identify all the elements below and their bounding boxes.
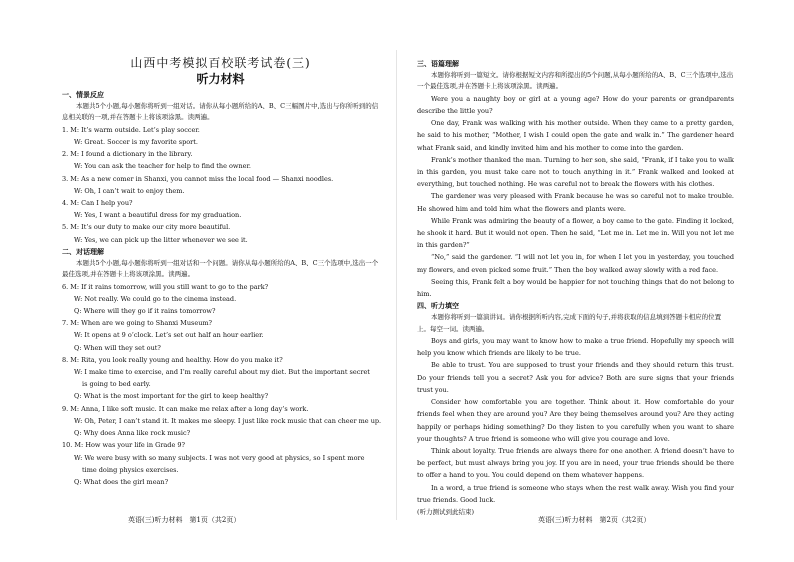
section-heading-2: 二、对话理解: [62, 246, 104, 256]
end-note: (听力测试到此结束): [417, 507, 475, 516]
dialogue-line: Q: What does the girl mean?: [74, 477, 169, 486]
dialogue-line: 4. M: Can I help you?: [62, 199, 133, 208]
dialogue-line: 8. M: Rita, you look really young and healthy. How do you make it?: [62, 355, 283, 364]
dialogue-line: 3. M: As a new comer in Shanxi, you cannot miss the local food — Shanxi noodles.: [62, 174, 334, 183]
dialogue-line: Q: What is the most important for the girl to keep healthy?: [74, 392, 269, 401]
footer-right: 英语(三)听力材料 第2页（共2页）: [538, 516, 651, 524]
dialogue-line: W: It opens at 9 o’clock. Let’s set out half an hour earlier.: [74, 331, 264, 340]
dialogue-line: time doing physics exercises.: [82, 465, 179, 474]
dialogue-line: Q: When will they set out?: [74, 343, 161, 352]
dialogue-line: W: Great. Soccer is my favorite sport.: [74, 138, 198, 147]
dialogue-line: 10. M: How was your life in Grade 9?: [62, 441, 185, 450]
dialogue-line: W: Oh, Peter, I can’t stand it. It makes me sleepy. I just like rock music that can cheer me up.: [74, 416, 382, 425]
passage-paragraph: Seeing this, Frank felt a boy would be happier for not touching things that do not belong to him.: [417, 277, 734, 299]
section-instructions-3: 本题你将听到一篇短文。请你根据短文内容和所提出的5个问题,从每小题所给的A、B、C三个选项中,选出一个最佳选项,并在答题卡上将该项涂黑。读两遍。: [417, 71, 734, 91]
dialogue-line: W: Not really. We could go to the cinema instead.: [74, 294, 237, 303]
passage-paragraph: Were you a naughty boy or girl at a young age? How do your parents or grandparents describe the little you?: [417, 94, 734, 116]
page-subtitle: 听力材料: [196, 72, 245, 86]
dialogue-line: W: I make time to exercise, and I’m really careful about my diet. But the important secret: [74, 368, 370, 377]
speech-paragraph: Be able to trust. You are supposed to trust your friends and they should return this trust. Do your friends tell you a secret? Ask you for advice? Both are sure signs that your friends trust you.: [417, 361, 734, 394]
dialogue-line: W: Yes, I want a beautiful dress for my graduation.: [74, 211, 242, 220]
dialogue-line: Q: Where will they go if it rains tomorrow?: [74, 307, 216, 316]
dialogue-line: 7. M: When are we going to Shanxi Museum?: [62, 319, 213, 328]
dialogue-line: 9. M: Anna, I like soft music. It can make me relax after a long day’s work.: [62, 404, 309, 413]
dialogue-line: 5. M: It’s our duty to make our city more beautiful.: [62, 223, 231, 232]
speech-paragraph: In a word, a true friend is someone who stays when the rest walk away. Wish you find your true friends. Good luck.: [417, 483, 734, 504]
dialogue-line: W: You can ask the teacher for help to find the owner.: [74, 162, 251, 171]
dialogue-line: 6. M: If it rains tomorrow, will you still want to go to the park?: [62, 282, 269, 291]
speech-paragraph: Boys and girls, you may want to know how to make a true friend. Hopefully my speech will help you know which friends are likely to be true.: [417, 337, 734, 358]
dialogue-line: W: We were busy with so many subjects. I was not very good at physics, so I spent more: [74, 453, 365, 462]
section-heading-3: 三、语篇理解: [417, 59, 459, 68]
dialogue-line: is going to bed early.: [82, 380, 151, 389]
footer-left: 英语(三)听力材料 第1页（共2页）: [128, 516, 241, 524]
section-heading-4: 四、听力填空: [417, 301, 459, 311]
dialogue-line: Q: Why does Anna like rock music?: [74, 429, 191, 438]
dialogue-line: 2. M: I found a dictionary in the library.: [62, 150, 193, 159]
dialogue-line: W: Yes, we can pick up the litter whenever we see it.: [74, 235, 248, 244]
section-instructions-2: 本题共5个小题,每小题你将听到一组对话和一个问题。请你从每小题所给的A、B、C三个选项中,选出一个最佳选项,并在答题卡上将该项涂黑。读两遍。: [62, 258, 379, 279]
passage-paragraph: The gardener was very pleased with Frank because he was so careful not to make trouble. He showed him and told him what the flowers and plants were.: [417, 192, 734, 213]
section-instructions-1: 本题共5个小题,每小题你将听到一组对话。请你从每小题所给的A、B、C三幅图片中,选出与你所听到的信息相关联的一项,并在答题卡上将该项涂黑。读两遍。: [62, 102, 379, 122]
passage-paragraph: “No,” said the gardener. “I will not let you in, for when I let you in yesterday, you touched my flowers, and even picked some fruit.” Then the boy walked away slowly with a red face.: [417, 253, 734, 274]
dialogue-line: 1. M: It’s warm outside. Let’s play soccer.: [62, 125, 200, 134]
speech-paragraph: Think about loyalty. True friends are always there for one another. A friend doesn’t have to be perfect, but must always bring you joy. If you are in need, your true friends should be there to offer a hand to you. You could depend on them whatever happens.: [417, 446, 734, 480]
passage-paragraph: While Frank was admiring the beauty of a flower, a boy came to the gate. Finding it locked, he shook it hard. But it would not open. Then he said, “Let me in. Let me in. Will you not let me in this garden?”: [417, 216, 734, 250]
section-heading-1: 一、情景反应: [62, 90, 104, 99]
speech-paragraph: Consider how comfortable you are together. Think about it. How comfortable do your friends feel when they are around you? Are they being themselves around you? Are they acting happily or perhaps hiding something? Do they listen to you carefully when you want to share your thoughts? A true friend is someone who will give you courage and love.: [417, 398, 734, 443]
passage-paragraph: One day, Frank was walking with his mother outside. When they came to a pretty garden, he said to his mother, “Mother, I wish I could open the gate and walk in.” The gardener heard what Frank said, and kindly invited him and his mother to come into the garden.: [417, 119, 734, 152]
section-instructions-4: 本题你将听到一篇演讲词。请你根据所听内容,完成下面的句子,并将获取的信息填到答题卡相应的位置上。每空一词。读两遍。: [417, 313, 722, 333]
page-title: 山西中考模拟百校联考试卷(三): [130, 56, 311, 70]
passage-paragraph: Frank’s mother thanked the man. Turning to her son, she said, “Frank, if I take you to walk in this garden, you must take care not to touch anything in it.” Frank walked and looked at everything, but touched nothing. He was careful not to break the flowers with his clothes.: [417, 155, 734, 189]
page-right: [397, 0, 794, 562]
dialogue-line: W: Oh, I can’t wait to enjoy them.: [74, 186, 185, 195]
